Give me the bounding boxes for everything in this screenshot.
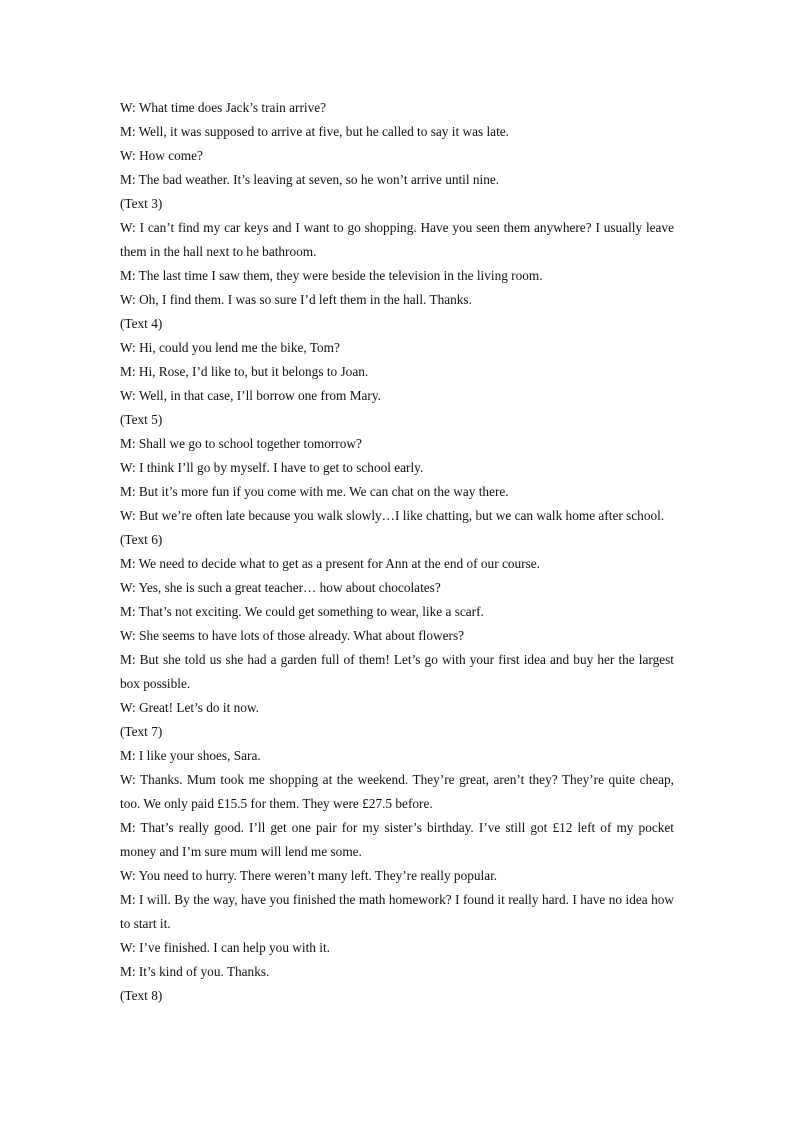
dialogue-line: M: But she told us she had a garden full of them! Let’s go with your first idea and buy her the largest box possible. (120, 652, 674, 691)
dialogue-line: M: Hi, Rose, I’d like to, but it belongs to Joan. (120, 364, 369, 379)
dialogue-line: M: The last time I saw them, they were beside the television in the living room. (120, 268, 543, 283)
dialogue-line: M: It’s kind of you. Thanks. (120, 964, 270, 979)
dialogue-line: W: I think I’ll go by myself. I have to get to school early. (120, 460, 424, 475)
dialogue-line: M: Shall we go to school together tomorrow? (120, 436, 362, 451)
dialogue-line: W: Great! Let’s do it now. (120, 700, 259, 715)
dialogue-line: M: But it’s more fun if you come with me. We can chat on the way there. (120, 484, 509, 499)
dialogue-line: W: Thanks. Mum took me shopping at the weekend. They’re great, aren’t they? They’re quite cheap, too. We only paid £15.5 for them. They were £27.5 before. (120, 772, 674, 811)
section-heading: (Text 5) (120, 412, 163, 427)
dialogue-line: W: Yes, she is such a great teacher… how about chocolates? (120, 580, 441, 595)
section-heading: (Text 7) (120, 724, 163, 739)
dialogue-line: M: That’s really good. I’ll get one pair for my sister’s birthday. I’ve still got £12 left of my pocket money and I’m sure mum will lend me some. (120, 820, 674, 859)
dialogue-line: W: I’ve finished. I can help you with it. (120, 940, 330, 955)
dialogue-line: W: She seems to have lots of those already. What about flowers? (120, 628, 465, 643)
dialogue-line: W: Hi, could you lend me the bike, Tom? (120, 340, 340, 355)
dialogue-line: W: Oh, I find them. I was so sure I’d left them in the hall. Thanks. (120, 292, 472, 307)
dialogue-line: W: How come? (120, 148, 203, 163)
dialogue-line: W: You need to hurry. There weren’t many left. They’re really popular. (120, 868, 498, 883)
section-heading: (Text 4) (120, 316, 163, 331)
dialogue-line: M: I will. By the way, have you finished the math homework? I found it really hard. I have no idea how to start it. (120, 892, 674, 931)
dialogue-line: W: But we’re often late because you walk slowly…I like chatting, but we can walk home after school. (120, 508, 665, 523)
dialogue-line: W: Well, in that case, I’ll borrow one from Mary. (120, 388, 381, 403)
dialogue-line: W: What time does Jack’s train arrive? (120, 100, 327, 115)
dialogue-line: M: I like your shoes, Sara. (120, 748, 261, 763)
dialogue-line: W: I can’t find my car keys and I want to go shopping. Have you seen them anywhere? I usually leave them in the hall next to he bathroom. (120, 220, 674, 259)
section-heading: (Text 8) (120, 988, 163, 1003)
dialogue-line: M: That’s not exciting. We could get something to wear, like a scarf. (120, 604, 484, 619)
dialogue-line: M: We need to decide what to get as a present for Ann at the end of our course. (120, 556, 540, 571)
dialogue-line: M: Well, it was supposed to arrive at five, but he called to say it was late. (120, 124, 509, 139)
section-heading: (Text 3) (120, 196, 163, 211)
dialogue-line: M: The bad weather. It’s leaving at seven, so he won’t arrive until nine. (120, 172, 500, 187)
document-page (120, 96, 674, 1008)
section-heading: (Text 6) (120, 532, 163, 547)
